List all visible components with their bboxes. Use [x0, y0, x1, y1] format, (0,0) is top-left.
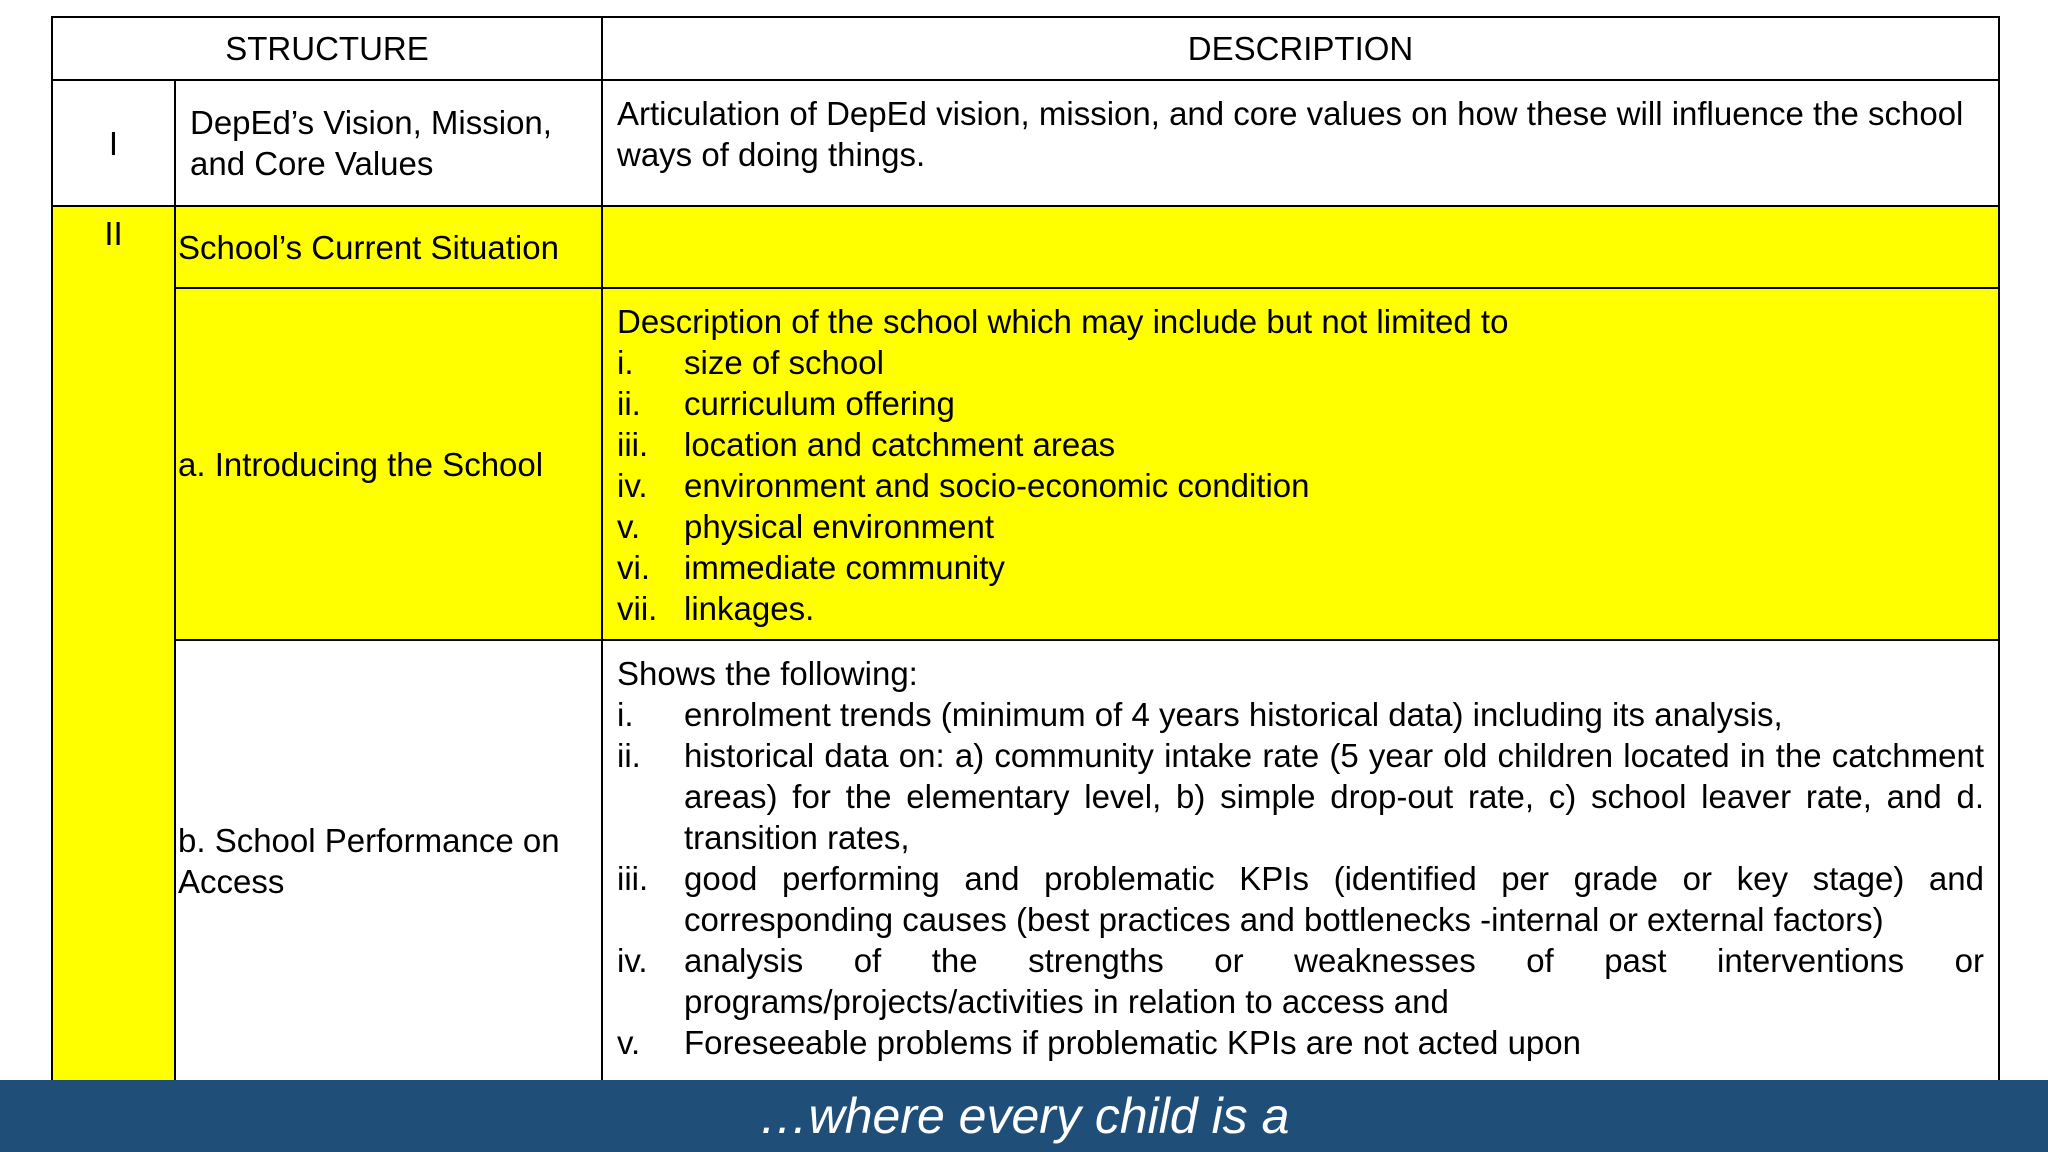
list-item — [617, 858, 1984, 940]
structure-cell: b. School Performance on Access — [175, 640, 602, 1082]
list-text: historical data on: a) community intake rate (5 year old children located in the catchment areas) for the elementary level, b) simple drop-out rate, c) school leaver rate, and d. transition rates, — [684, 737, 1984, 856]
header-row — [52, 17, 1999, 80]
list-text: size of school — [684, 344, 884, 381]
list-marker: iv. — [617, 467, 648, 504]
description-cell — [602, 206, 1999, 288]
list-text: curriculum offering — [684, 385, 955, 422]
list-text: Foreseeable problems if problematic KPIs are not acted upon — [684, 1024, 1581, 1061]
list-marker: v. — [617, 1024, 641, 1061]
list-text: location and catchment areas — [684, 426, 1116, 463]
structure-cell: a. Introducing the School — [175, 288, 602, 640]
list-text: linkages. — [684, 590, 815, 627]
structure-cell: School’s Current Situation — [175, 206, 602, 288]
list-item — [617, 342, 1984, 383]
list-marker: vii. — [617, 590, 658, 627]
list-marker: i. — [617, 344, 634, 381]
list-item — [617, 588, 1984, 629]
list-item — [617, 940, 1984, 1022]
description-lead: Shows the following: — [617, 655, 918, 692]
footer-bar — [0, 1080, 2048, 1152]
footer-tagline: …where every child is a — [758, 1088, 1290, 1144]
table-row — [52, 80, 1999, 206]
row-number: II — [52, 206, 175, 1082]
list-text: immediate community — [684, 549, 1005, 586]
list-item — [617, 506, 1984, 547]
row-number: I — [52, 80, 175, 206]
table-row — [52, 640, 1999, 1082]
description-list — [617, 694, 1984, 1063]
description-cell: Articulation of DepEd vision, mission, and core values on how these will influence the school ways of doing things. — [602, 80, 1999, 206]
structure-description-table — [51, 16, 2000, 1083]
list-item — [617, 383, 1984, 424]
description-cell — [602, 640, 1999, 1082]
list-marker: iv. — [617, 942, 648, 979]
list-item — [617, 547, 1984, 588]
description-header: DESCRIPTION — [602, 17, 1999, 80]
structure-header: STRUCTURE — [52, 17, 602, 80]
list-marker: iii. — [617, 426, 649, 463]
list-marker: ii. — [617, 385, 641, 422]
list-text: good performing and problematic KPIs (identified per grade or key stage) and corresponding causes (best practices and bottlenecks -internal or external factors) — [684, 860, 1984, 938]
description-cell — [602, 288, 1999, 640]
description-list — [617, 342, 1984, 629]
list-marker: iii. — [617, 860, 649, 897]
list-text: analysis of the strengths or weaknesses of past interventions or programs/projects/activities in relation to access and — [684, 942, 1984, 1020]
list-item — [617, 694, 1984, 735]
list-marker: i. — [617, 696, 634, 733]
table-row — [52, 206, 1999, 288]
structure-cell: DepEd’s Vision, Mission, and Core Values — [175, 80, 602, 206]
list-text: physical environment — [684, 508, 994, 545]
table-row — [52, 288, 1999, 640]
list-item — [617, 465, 1984, 506]
list-marker: ii. — [617, 737, 641, 774]
list-item — [617, 1022, 1984, 1063]
list-item — [617, 735, 1984, 858]
list-text: enrolment trends (minimum of 4 years historical data) including its analysis, — [684, 696, 1783, 733]
description-lead: Description of the school which may include but not limited to — [617, 303, 1509, 340]
list-item — [617, 424, 1984, 465]
list-text: environment and socio-economic condition — [684, 467, 1310, 504]
list-marker: v. — [617, 508, 641, 545]
list-marker: vi. — [617, 549, 650, 586]
